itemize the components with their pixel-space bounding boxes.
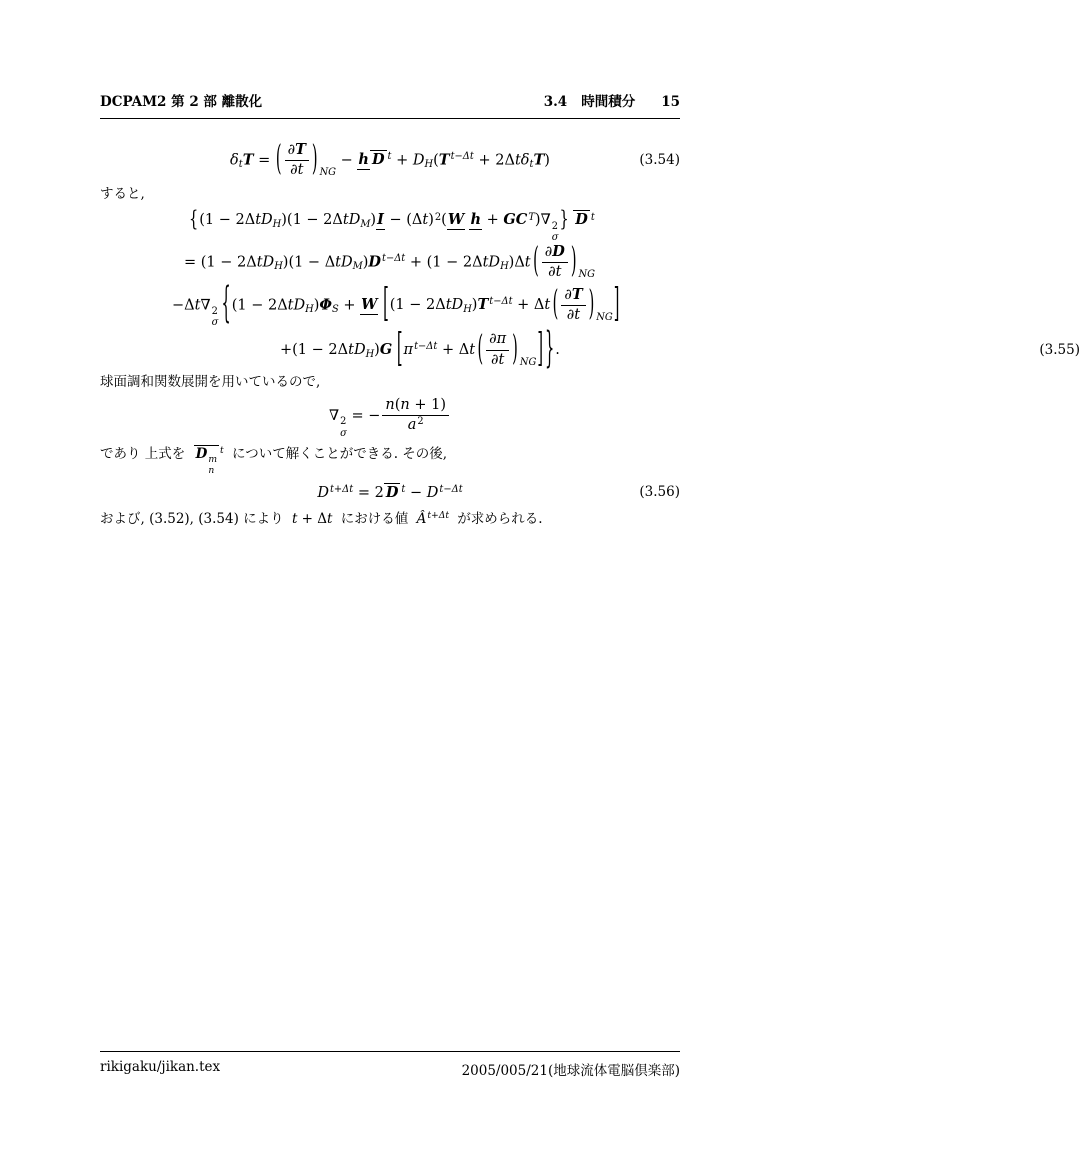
running-title: DCPAM2 第 2 部 離散化 bbox=[100, 94, 263, 110]
paragraph-deari bbox=[100, 445, 700, 476]
page-number: 15 bbox=[661, 94, 680, 110]
equation-3-56-math: $D^{t+\Delta t} = 2$ D $^t - D^{t-\Delta t}$ bbox=[317, 483, 463, 501]
footer-date-credit: 2005/005/21(地球流体電脳倶楽部) bbox=[461, 1063, 680, 1079]
equation-nabla-math: ∇ 2 σ = − $\frac{n(n + 1)}{a^2}$ bbox=[329, 397, 451, 439]
equation-3-55-line-4-math: +(1 − 2ΔtD$_H$)G [$\pi^{t-\Delta t} + \Delta t$ ( $\frac{\partial\pi}{\partial t}$ ) $_{NG}$] }. bbox=[280, 326, 560, 374]
equation-nabla bbox=[100, 397, 680, 439]
equation-3-55-line-4 bbox=[280, 326, 1080, 374]
equation-3-54-math: $\delta_tT$ = ( $\frac{\partial T}{\partial t}$ ) $_{NG}$ − h D $^t + D_H(T^{t-\Delta t} + 2\Delta t\delta_tT)$ bbox=[230, 140, 550, 180]
paragraph-spherical: 球面調和関数展開を用いているので, bbox=[100, 374, 321, 390]
equation-3-56 bbox=[100, 478, 680, 506]
paragraph-deari-post: について解くことができる. その後, bbox=[232, 446, 448, 462]
equation-3-55-line-3-math: −Δt∇ 2 σ {$(1 - 2\Delta tD_H)\Phi_S + W$ [$(1 - 2\Delta tD_H)T^{t-\Delta t} + \Delta t$ ( $\frac{\partial T}{\partial t}$ ) $_{NG}$] bbox=[172, 281, 620, 329]
equation-3-55-line-1 bbox=[188, 208, 680, 244]
paragraph-oyobi bbox=[100, 510, 700, 530]
paragraph-oyobi-pre: および, (3.52), (3.54) により bbox=[100, 511, 284, 527]
paragraph-oyobi-post: が求められる. bbox=[457, 511, 543, 527]
page-header bbox=[100, 90, 680, 119]
inline-math-t-plus-dt: t + Δt bbox=[291, 511, 333, 527]
equation-3-55-line-3 bbox=[172, 281, 680, 330]
inline-math-Ahat: $Â^{t+\Delta t}$ bbox=[416, 510, 450, 527]
section-title: 時間積分 bbox=[581, 94, 636, 110]
paragraph-oyobi-mid: における値 bbox=[340, 511, 409, 527]
equation-number-3-55: (3.55) bbox=[1039, 342, 1080, 358]
section-number: 3.4 bbox=[543, 94, 568, 110]
equation-number-3-56: (3.56) bbox=[639, 484, 680, 500]
page-footer bbox=[100, 1051, 680, 1079]
equation-3-55 bbox=[100, 208, 1080, 374]
paragraph-suruto: すると, bbox=[100, 186, 145, 202]
equation-3-55-line-1-math: {$(1 - 2\Delta tD_H)(1 - 2\Delta tD_M)I - (\Delta t)^2(W$ $h + GC^T)\nabla$ 2 σ } D $^t$ bbox=[189, 208, 595, 244]
equation-3-54 bbox=[100, 134, 680, 186]
inline-math-Dmnt: D m n $^t$ bbox=[195, 445, 224, 476]
equation-3-55-line-2-math: = $(1 - 2\Delta tD_H)(1 - \Delta tD_M)D^{t-\Delta t} + (1 - 2\Delta tD_H)\Delta t$ ( $\frac{\partial D}{\partial t}$ ) $_{NG}$ bbox=[184, 242, 595, 282]
header-right bbox=[544, 90, 680, 110]
paragraph-deari-pre: であり 上式を bbox=[100, 446, 186, 462]
equation-3-55-line-2 bbox=[184, 240, 680, 284]
footer-filename: rikigaku/jikan.tex bbox=[100, 1059, 221, 1075]
equation-number-3-54: (3.54) bbox=[639, 152, 680, 168]
